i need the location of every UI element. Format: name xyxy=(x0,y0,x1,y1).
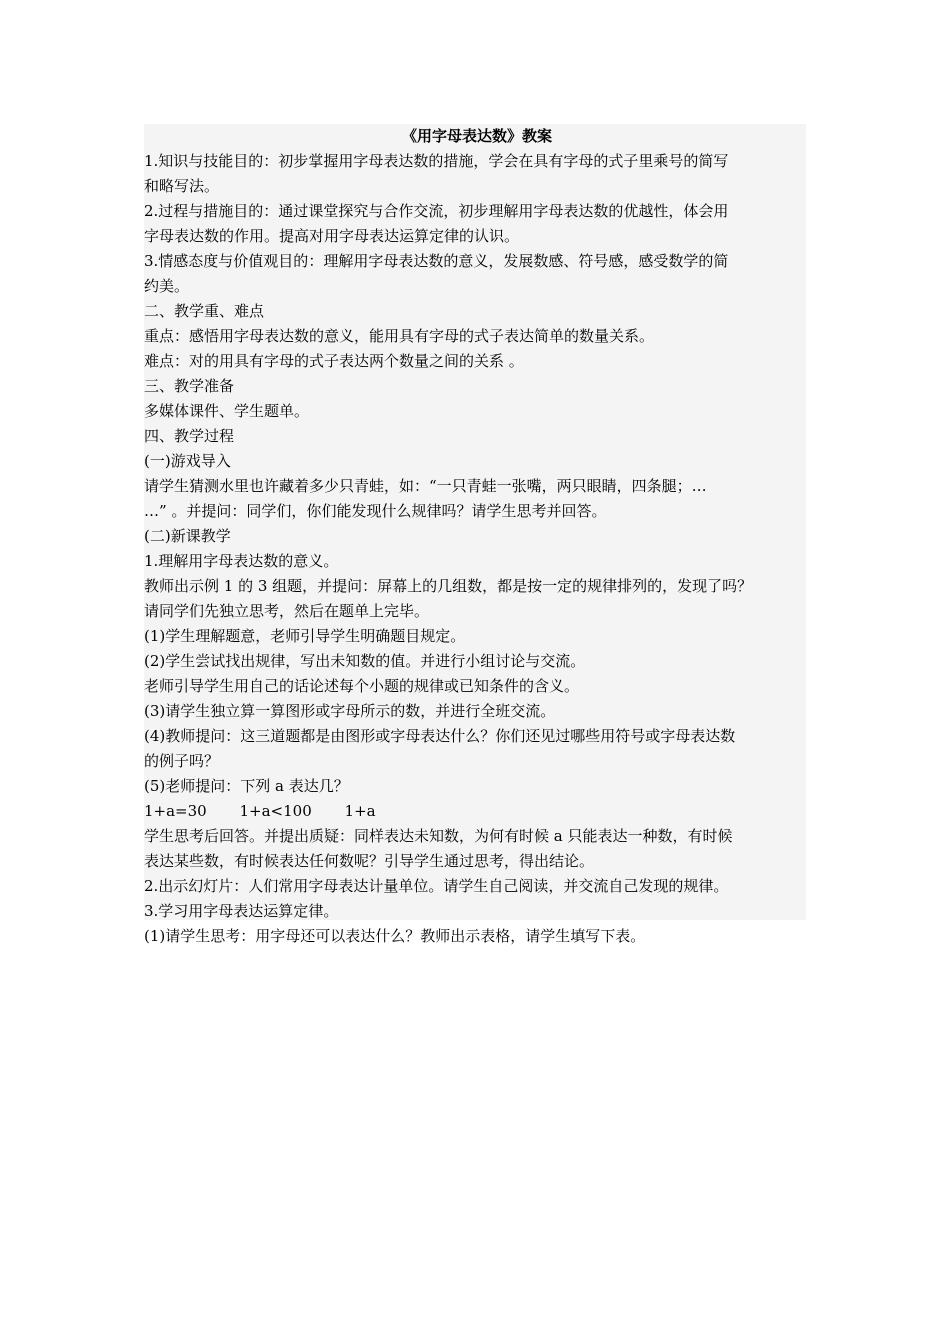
paragraph-line: 表达某些数，有时候表达任何数呢？引导学生通过思考，得出结论。 xyxy=(144,852,595,870)
paragraph-line: (1)请学生思考：用字母还可以表达什么？教师出示表格，请学生填写下表。 xyxy=(144,927,646,945)
paragraph-line: (2)学生尝试找出规律，写出未知数的值。并进行小组讨论与交流。 xyxy=(144,652,586,670)
formula: 1+a<100 xyxy=(239,802,312,820)
document-body xyxy=(144,124,810,949)
paragraph-line: (5)老师提问：下列 a 表达几？ xyxy=(144,777,349,795)
formula: 1+a xyxy=(344,802,376,820)
paragraph-line: 教师出示例 1 的 3 组题，并提问：屏幕上的几组数，都是按一定的规律排列的，发现了吗？ xyxy=(144,577,753,595)
section-heading: 二、教学重、难点 xyxy=(144,302,265,320)
paragraph-line: 的例子吗？ xyxy=(144,752,220,770)
paragraph-line: 2.过程与措施目的：通过课堂探究与合作交流，初步理解用字母表达数的优越性，体会用 xyxy=(144,202,729,220)
formula-line xyxy=(144,799,810,824)
paragraph-line: 请学生猜测水里也许藏着多少只青蛙，如：“一只青蛙一张嘴，两只眼睛，四条腿；… xyxy=(144,477,707,495)
paragraph-line: 重点：感悟用字母表达数的意义，能用具有字母的式子表达简单的数量关系。 xyxy=(144,327,655,345)
paragraph-line: 2.出示幻灯片：人们常用字母表达计量单位。请学生自己阅读，并交流自己发现的规律。 xyxy=(144,877,729,895)
subsection-heading: (二)新课教学 xyxy=(144,527,231,545)
section-heading: 四、教学过程 xyxy=(144,427,235,445)
paragraph-line: 请同学们先独立思考，然后在题单上完毕。 xyxy=(144,602,430,620)
paragraph-line: 和略写法。 xyxy=(144,177,220,195)
subsection-heading: (一)游戏导入 xyxy=(144,452,231,470)
document-title: 《用字母表达数》教案 xyxy=(401,127,552,145)
formula: 1+a=30 xyxy=(144,802,207,820)
paragraph-line: 3.学习用字母表达运算定律。 xyxy=(144,902,339,920)
paragraph-line: (4)教师提问：这三道题都是由图形或字母表达什么？你们还见过哪些用符号或字母表达数 xyxy=(144,727,736,745)
paragraph-line: …” 。并提问：同学们，你们能发现什么规律吗？请学生思考并回答。 xyxy=(144,502,607,520)
section-heading: 三、教学准备 xyxy=(144,377,235,395)
paragraph-line: 难点：对的用具有字母的式子表达两个数量之间的关系 。 xyxy=(144,352,524,370)
paragraph-line: 1.知识与技能目的：初步掌握用字母表达数的措施，学会在具有字母的式子里乘号的简写 xyxy=(144,152,729,170)
paragraph-line: 3.情感态度与价值观目的：理解用字母表达数的意义，发展数感、符号感，感受数学的简 xyxy=(144,252,729,270)
paragraph-line: 约美。 xyxy=(144,277,190,295)
paragraph-line: (1)学生理解题意，老师引导学生明确题目规定。 xyxy=(144,627,466,645)
paragraph-line: 老师引导学生用自己的话论述每个小题的规律或已知条件的含义。 xyxy=(144,677,580,695)
paragraph-line: 学生思考后回答。并提出质疑：同样表达未知数，为何有时候 a 只能表达一种数，有时候 xyxy=(144,827,733,845)
paragraph-line: 字母表达数的作用。提高对用字母表达运算定律的认识。 xyxy=(144,227,520,245)
paragraph-line: 1.理解用字母表达数的意义。 xyxy=(144,552,339,570)
paragraph-line: (3)请学生独立算一算图形或字母所示的数，并进行全班交流。 xyxy=(144,702,556,720)
paragraph-line: 多媒体课件、学生题单。 xyxy=(144,402,310,420)
